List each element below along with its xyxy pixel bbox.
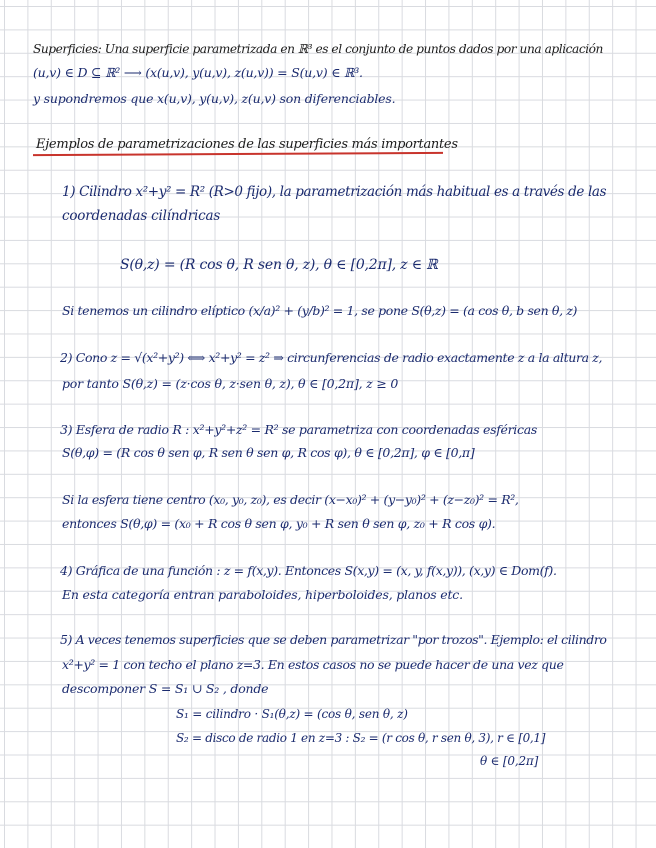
item-5-line-3: descomponer S = S₁ ∪ S₂ , donde <box>62 681 269 696</box>
item-3-line-4: entonces S(θ,φ) = (x₀ + R cos θ sen φ, y₀ + R sen θ sen φ, z₀ + R cos φ). <box>62 516 496 531</box>
intro-line-3: y supondremos que x(u,v), y(u,v), z(u,v) son diferenciables. <box>33 91 396 106</box>
item-2-line-1: 2) Cono z = √(x²+y²) ⟺ x²+y² = z² ⇒ circunferencias de radio exactamente z a la altura z, <box>60 350 603 365</box>
item-3-line-1: 3) Esfera de radio R : x²+y²+z² = R² se parametriza con coordenadas esféricas <box>60 422 537 437</box>
item-1-line-2: coordenadas cilíndricas <box>62 208 221 224</box>
item-3-line-3: Si la esfera tiene centro (x₀, y₀, z₀), es decir (x−x₀)² + (y−y₀)² + (z−z₀)² = R², <box>62 492 519 507</box>
intro-line-2: (u,v) ∈ D ⊆ ℝ² ⟶ (x(u,v), y(u,v), z(u,v)) = S(u,v) ∈ ℝ³. <box>33 65 363 80</box>
item-3-line-2: S(θ,φ) = (R cos θ sen φ, R sen θ sen φ, R cos φ), θ ∈ [0,2π], φ ∈ [0,π] <box>62 445 475 460</box>
item-5-line-4: S₁ = cilindro · S₁(θ,z) = (cos θ, sen θ, z) <box>176 707 408 721</box>
item-1-line-4: Si tenemos un cilindro elíptico (x/a)² + (y/b)² = 1, se pone S(θ,z) = (a cos θ, b sen θ, z) <box>62 303 578 318</box>
heading-underline <box>33 152 443 156</box>
item-5-line-1: 5) A veces tenemos superficies que se deben parametrizar "por trozos". Ejemplo: el cilindro <box>60 632 607 647</box>
intro-line-1: Superficies: Una superficie parametrizada en ℝ³ es el conjunto de puntos dados por una aplicación <box>33 42 603 56</box>
item-1-line-3: S(θ,z) = (R cos θ, R sen θ, z), θ ∈ [0,2π], z ∈ ℝ <box>120 257 438 273</box>
section-heading: Ejemplos de parametrizaciones de las superficies más importantes <box>36 137 458 152</box>
item-1-line-1: 1) Cilindro x²+y² = R² (R>0 fijo), la parametrización más habitual es a través de las <box>62 184 607 200</box>
item-5-line-2: x²+y² = 1 con techo el plano z=3. En estos casos no se puede hacer de una vez que <box>62 657 564 672</box>
item-5-line-6: θ ∈ [0,2π] <box>480 754 539 768</box>
item-5-line-5: S₂ = disco de radio 1 en z=3 : S₂ = (r cos θ, r sen θ, 3), r ∈ [0,1] <box>176 731 546 745</box>
item-4-line-2: En esta categoría entran paraboloides, hiperboloides, planos etc. <box>62 587 463 602</box>
item-4-line-1: 4) Gráfica de una función : z = f(x,y). Entonces S(x,y) = (x, y, f(x,y)), (x,y) ∈ Dom(f). <box>60 563 557 578</box>
item-2-line-2: por tanto S(θ,z) = (z·cos θ, z·sen θ, z), θ ∈ [0,2π], z ≥ 0 <box>62 376 399 391</box>
